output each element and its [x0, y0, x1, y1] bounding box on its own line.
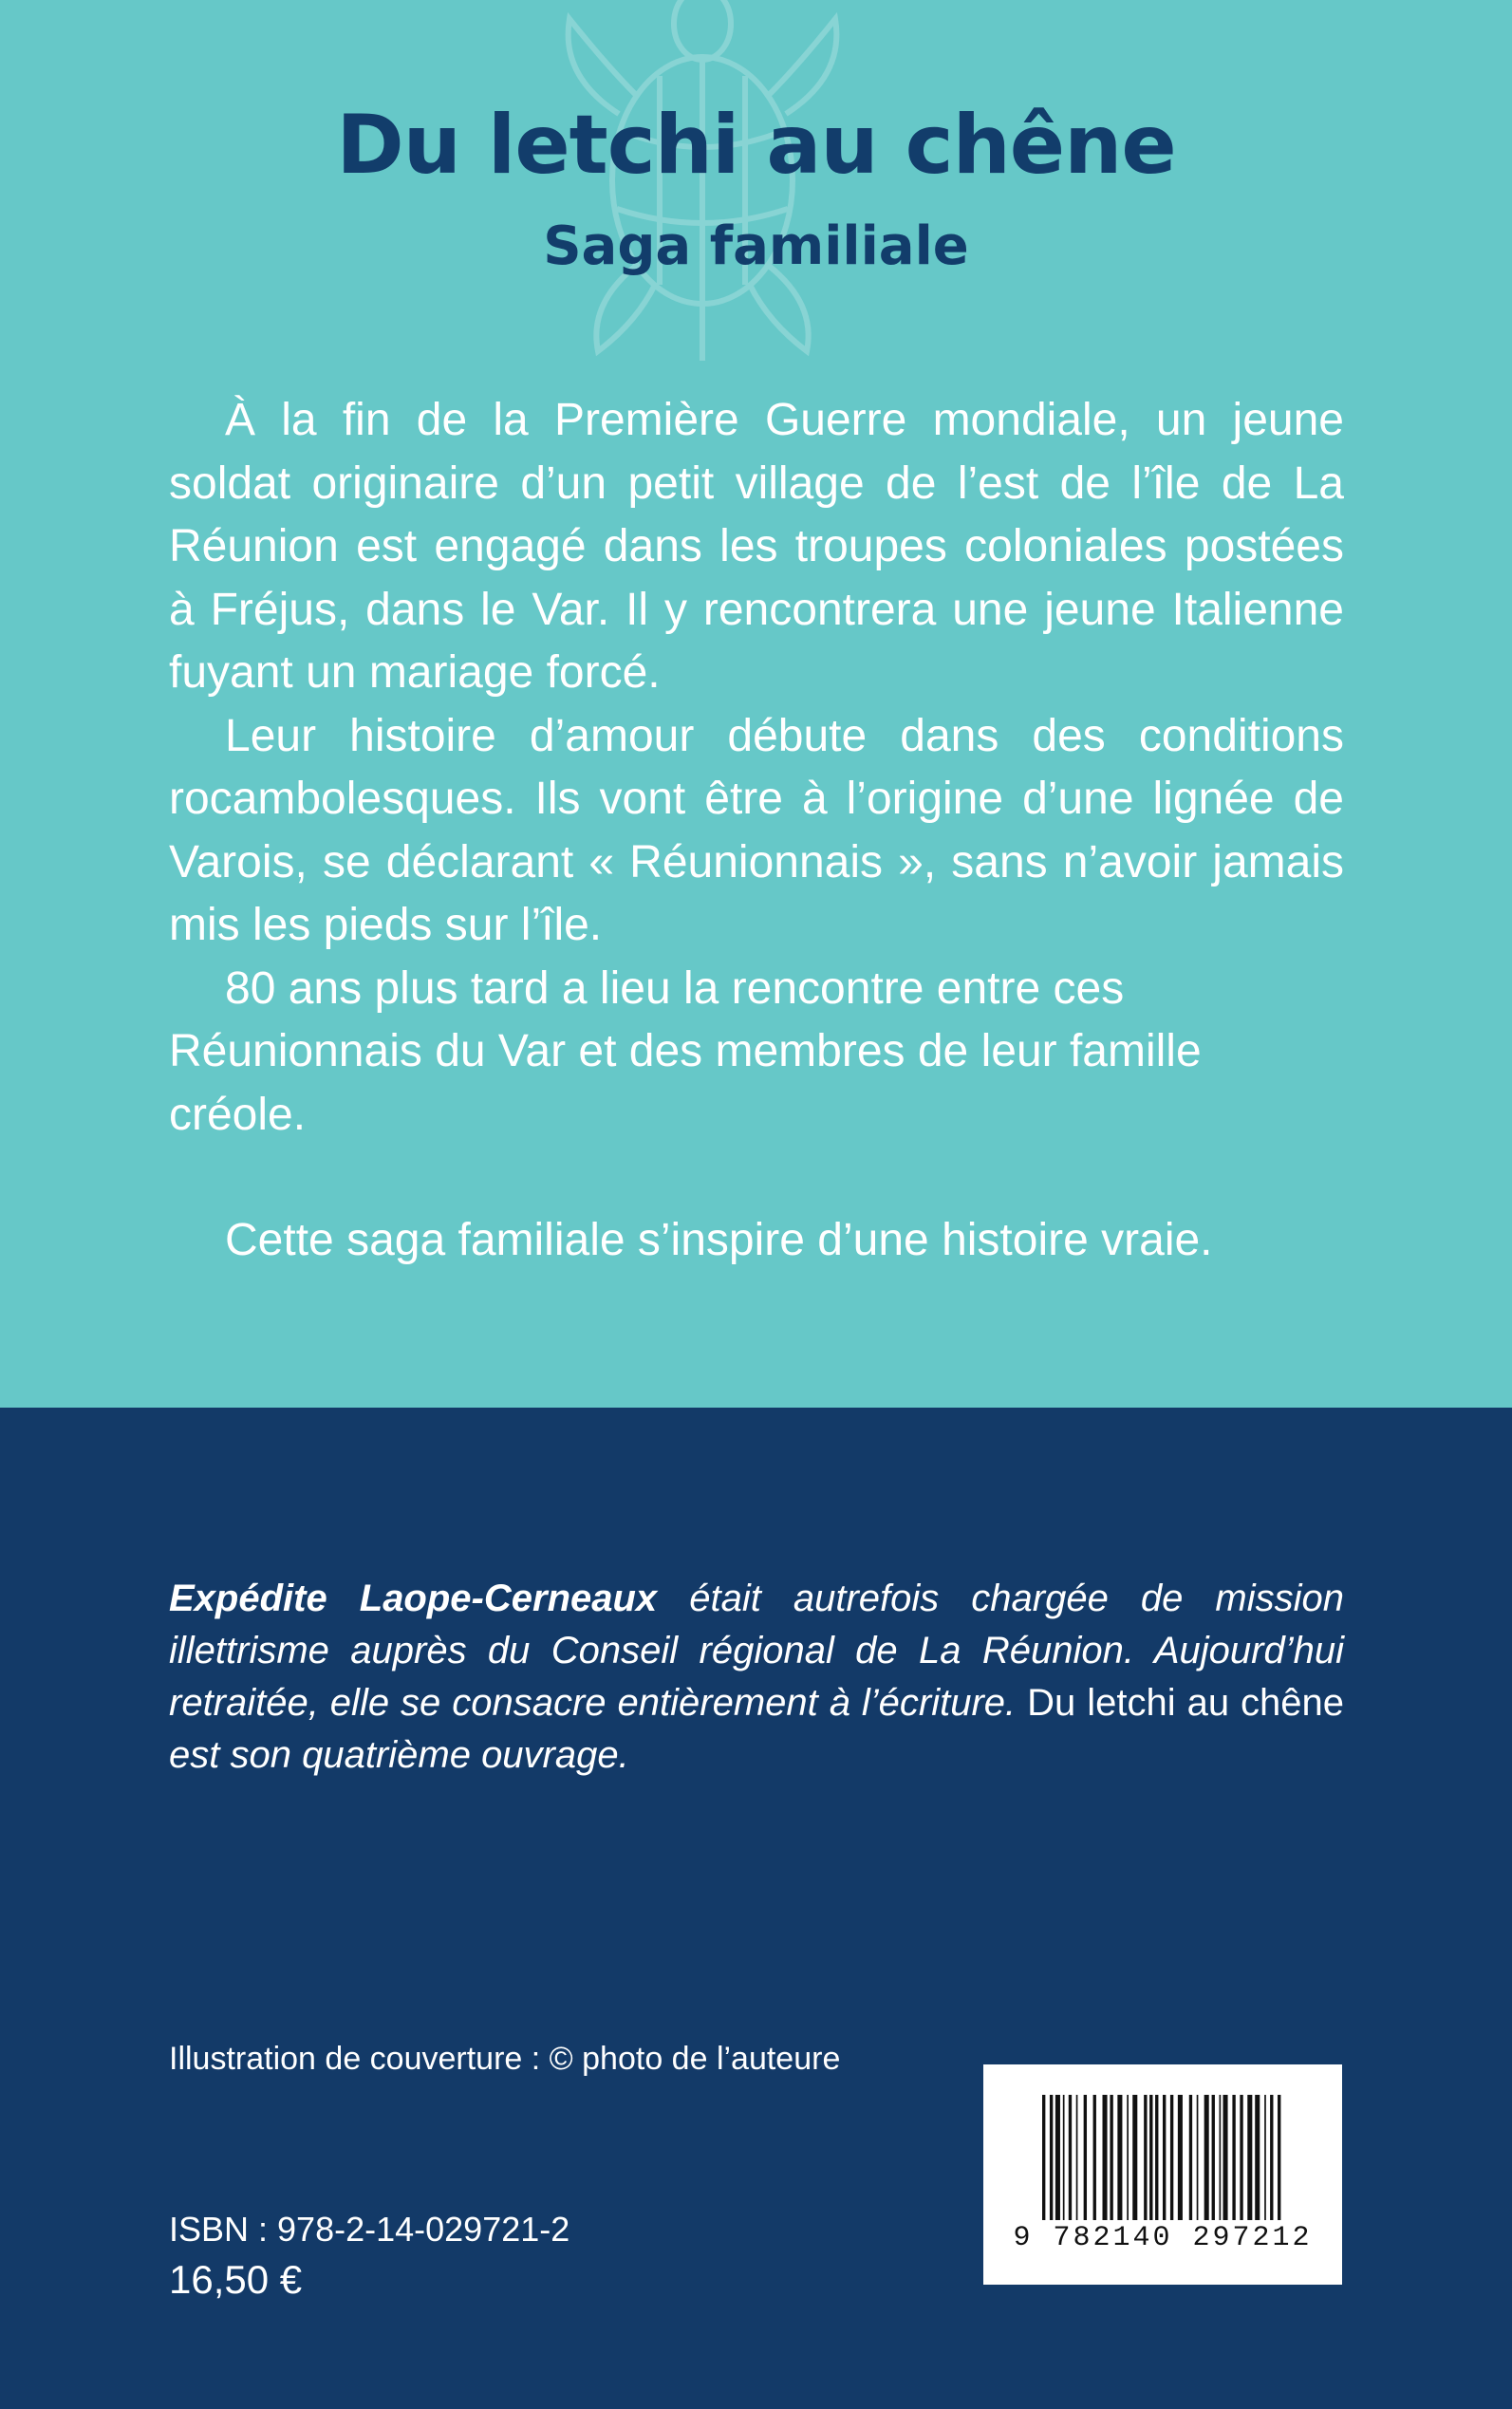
barcode-bar: [1240, 2095, 1242, 2220]
barcode-bar: [1278, 2095, 1280, 2220]
barcode-bar: [1127, 2095, 1129, 2220]
barcode-bar: [1197, 2095, 1199, 2220]
cover-credit: Illustration de couverture : © photo de l’auteure: [169, 2041, 841, 2077]
barcode-bar: [1264, 2095, 1266, 2220]
blurb-paragraph: Cette saga familiale s’inspire d’une histoire vraie.: [225, 1215, 1213, 1265]
barcode-bar: [1144, 2095, 1147, 2220]
barcode-bar: [1204, 2095, 1209, 2220]
barcode-bar: [1063, 2095, 1065, 2220]
barcode-bar: [1178, 2095, 1183, 2220]
barcode-bar: [1069, 2095, 1072, 2220]
barcode-bar: [1212, 2095, 1215, 2220]
barcode-bar: [1149, 2095, 1152, 2220]
barcode-bar: [1132, 2095, 1137, 2220]
barcode-bar: [1076, 2095, 1078, 2220]
author-name: Expédite Laope-Cerneaux: [169, 1578, 658, 1619]
barcode-bar: [1110, 2095, 1112, 2220]
barcode-bar: [1170, 2095, 1173, 2220]
barcode-bar: [1232, 2095, 1235, 2220]
bio-text: était autrefois chargée de mission illettrisme auprès du Conseil régional de La Réunion. Aujourd’hui retraitée, elle se consacre entièrement à l’écriture.: [169, 1578, 1344, 1724]
price: 16,50 €: [169, 2257, 303, 2302]
author-bio: [169, 1573, 1344, 1782]
barcode-bar: [1050, 2095, 1053, 2220]
barcode-bar: [1247, 2095, 1252, 2220]
barcode-bar: [1055, 2095, 1060, 2220]
barcode-bar: [1093, 2095, 1096, 2220]
bio-text-end: est son quatrième ouvrage.: [169, 1734, 629, 1776]
barcode-bar: [1223, 2095, 1227, 2220]
back-cover-blurb: [169, 389, 1344, 1273]
book-title: Du letchi au chêne: [336, 98, 1176, 193]
barcode: [983, 2064, 1342, 2285]
barcode-bar: [1084, 2095, 1087, 2220]
blurb-paragraph: À la fin de la Première Guerre mondiale, un jeune soldat originaire d’un petit village de l’est de l’île de La Réunion est engagé dans les troupes coloniales postées à Fréjus, dans le Var. Il y rencontrera une jeune Italienne fuyant un mariage forcé.: [169, 395, 1344, 698]
barcode-bar: [1220, 2095, 1222, 2220]
barcode-bar: [1255, 2095, 1260, 2220]
barcode-bar: [1103, 2095, 1108, 2220]
barcode-bar: [1155, 2095, 1158, 2220]
barcode-bar: [1042, 2095, 1045, 2220]
bio-book-title: Du letchi au chêne: [1027, 1682, 1345, 1724]
blurb-paragraph: Leur histoire d’amour débute dans des conditions rocambolesques. Ils vont être à l’origine d’une lignée de Varois, se déclarant « Réunionnais », sans n’avoir jamais mis les pieds sur l’île.: [169, 710, 1344, 950]
barcode-digits: 9 782140 297212: [1013, 2222, 1313, 2254]
barcode-bar: [1163, 2095, 1166, 2220]
blurb-paragraph: 80 ans plus tard a lieu la rencontre entre ces Réunionnais du Var et des membres de leur famille créole.: [169, 962, 1202, 1140]
barcode-bar: [1270, 2095, 1273, 2220]
isbn: ISBN : 978-2-14-029721-2: [169, 2210, 570, 2249]
barcode-bar: [1189, 2095, 1192, 2220]
book-subtitle: Saga familiale: [543, 215, 969, 277]
barcode-icon: [1042, 2095, 1281, 2220]
barcode-bar: [1117, 2095, 1122, 2220]
